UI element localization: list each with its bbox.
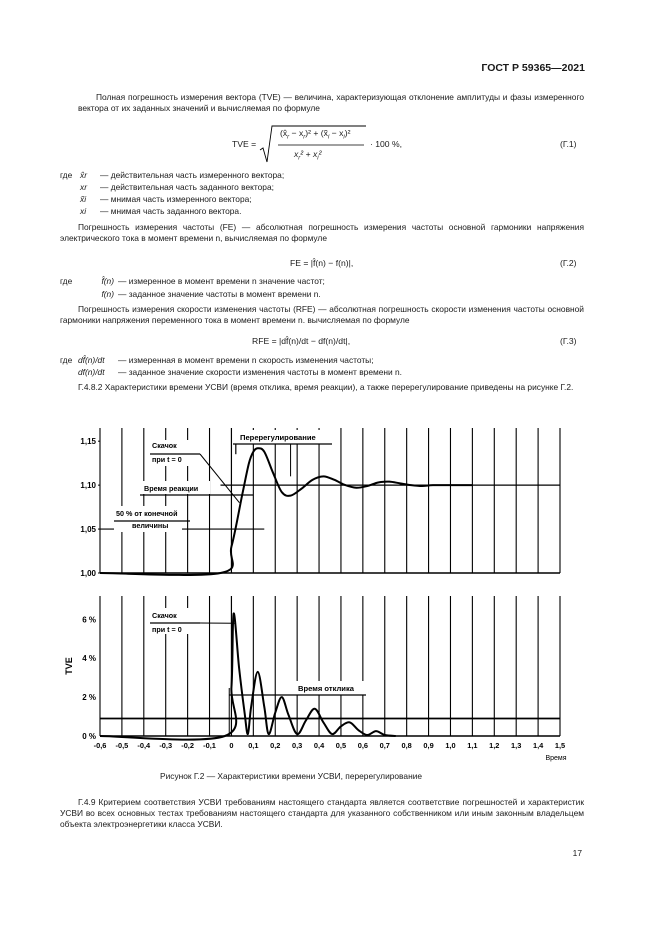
x-tick-label: 0,7 (379, 741, 390, 750)
top-y-tick-label: 1,10 (80, 481, 96, 491)
x-tick-label: 0,8 (401, 741, 412, 750)
definition-row: df(n)/dt — заданное значение скорости изменения частоты в момент времени n. (78, 367, 403, 377)
bottom-y-tick-label: 4 % (82, 654, 96, 664)
definition-row: f(n) — заданное значение частоты в момент времени n. (101, 289, 321, 299)
jump-annotation-label: Скачок (152, 441, 177, 450)
definition-row: где x̂r — действительная часть измеренного вектора; (60, 170, 285, 180)
x-tick-label: 0,2 (270, 741, 281, 750)
reaction-time-label: Время реакции (144, 484, 199, 493)
x-tick-label: 0,9 (423, 741, 434, 750)
equation-number-g2: (Г.2) (560, 258, 577, 268)
at-t0-bottom-label: при t = 0 (152, 625, 182, 634)
top-y-tick-label: 1,15 (80, 437, 96, 447)
definition-row: где f̂(n) — измеренное в момент времени n значение частот; (60, 276, 325, 286)
document-code: ГОСТ Р 59365—2021 (481, 62, 585, 74)
page-number: 17 (572, 848, 582, 858)
bottom-y-tick-label: 0 % (82, 732, 96, 741)
x-tick-label: 0,1 (248, 741, 259, 750)
definition-row: xi — мнимая часть заданного вектора. (80, 206, 242, 216)
fifty-percent-label: 50 % от конечной (116, 509, 178, 518)
bottom-y-tick-label: 2 % (82, 693, 96, 703)
x-tick-label: -0,3 (159, 741, 173, 750)
overshoot-label: Перерегулирование (240, 433, 316, 442)
x-tick-label: 1,0 (445, 741, 456, 750)
chart-axes (100, 573, 560, 736)
figure-caption: Рисунок Г.2 — Характеристики времени УСВИ, перерегулирование (160, 771, 423, 781)
top-y-tick-label: 1,00 (80, 569, 96, 578)
bottom-y-axis-label: TVE (64, 657, 74, 675)
x-tick-label: 0,3 (292, 741, 303, 750)
tve-definition-paragraph: Полная погрешность измерения вектора (TVE) — величина, характеризующая отклонение амплитуды и фазы измеренного вектора от их заданных значений и вычисляемая по формуле (78, 92, 584, 113)
tve-equation-lhs: TVE = (232, 139, 257, 149)
chart-tick-labels (64, 437, 567, 762)
jump-bottom-label: Скачок (152, 611, 177, 620)
tve-equation-suffix: · 100 %, (370, 139, 403, 149)
bottom-y-tick-label: 6 % (82, 615, 96, 625)
tve-symbol-definitions (60, 170, 580, 218)
x-tick-label: -0,4 (137, 741, 151, 750)
x-tick-label: -0,1 (203, 741, 216, 750)
tve-equation-numerator: $(x̂_r - x_r)^2$ + $(x̃_i - x_i)^2$ (280, 128, 351, 141)
x-tick-label: -0,5 (115, 741, 129, 750)
definition-row: x̃i — мнимая часть измеренного вектора; (80, 194, 252, 204)
equation-number-g3: (Г.3) (560, 336, 577, 346)
x-tick-label: 1,3 (511, 741, 522, 750)
response-time-label: Время отклика (298, 684, 354, 693)
fifty-percent-label-line2: величины (132, 521, 169, 530)
usvi-timing-figure (60, 418, 580, 770)
x-axis-label: Время (545, 755, 567, 762)
tve-equation-denominator: $x_r^2 + x_i^2$ (294, 149, 322, 162)
x-tick-label: 0,4 (313, 741, 325, 750)
x-tick-label: 1,1 (467, 741, 478, 750)
x-tick-label: -0,2 (181, 741, 194, 750)
x-tick-label: 1,2 (489, 741, 500, 750)
rfe-definition-paragraph: Погрешность измерения скорости изменения частоты (RFE) — абсолютная погрешность скорости изменения частоты основной гармоники напряжения переменного тока в момент времени n. вычисляемая по формуле (60, 304, 584, 325)
x-tick-label: 1,5 (554, 741, 566, 750)
compliance-criterion-paragraph: Г.4.9 Критерием соответствия УСВИ требованиям настоящего стандарта является соответствие погрешностей и характеристик УСВИ во всех основных тестах требованиям настоящего стандарта для указанного собственником или иным законным владельцем объекта электроэнергетики класса УСВИ. (60, 797, 584, 829)
fe-equation: FE = |f̂(n) − f(n)|, (290, 258, 354, 268)
figure-intro-paragraph: Г.4.8.2 Характеристики времени УСВИ (время отклика, время реакции), а также перерегулирование приведены на рисунке Г.2. (78, 382, 574, 392)
x-tick-label: 0,6 (357, 741, 368, 750)
at-t0-annotation-label: при t = 0 (152, 455, 182, 464)
x-tick-label: 0 (229, 741, 234, 750)
definition-row: xr — действительная часть заданного вектора; (80, 182, 274, 192)
top-y-tick-label: 1,05 (80, 525, 96, 535)
rfe-equation: RFE = |df̂(n)/dt − df(n)/dt|, (252, 336, 351, 346)
rfe-symbol-definitions (60, 355, 580, 379)
equation-number-g1: (Г.1) (560, 139, 577, 149)
fe-symbol-definitions (60, 276, 580, 302)
x-tick-label: 0,5 (335, 741, 347, 750)
tve-equation (232, 124, 592, 166)
definition-row: где df̂(n)/dt — измеренная в момент времени n скорость изменения частоты; (60, 355, 374, 365)
x-tick-label: 1,4 (532, 741, 544, 750)
x-tick-label: -0,6 (93, 741, 107, 750)
fe-definition-paragraph: Погрешность измерения частоты (FE) — абсолютная погрешность измерения частоты основной гармоники напряжения электрического тока в момент времени n, вычисляемая по формуле (60, 222, 584, 243)
